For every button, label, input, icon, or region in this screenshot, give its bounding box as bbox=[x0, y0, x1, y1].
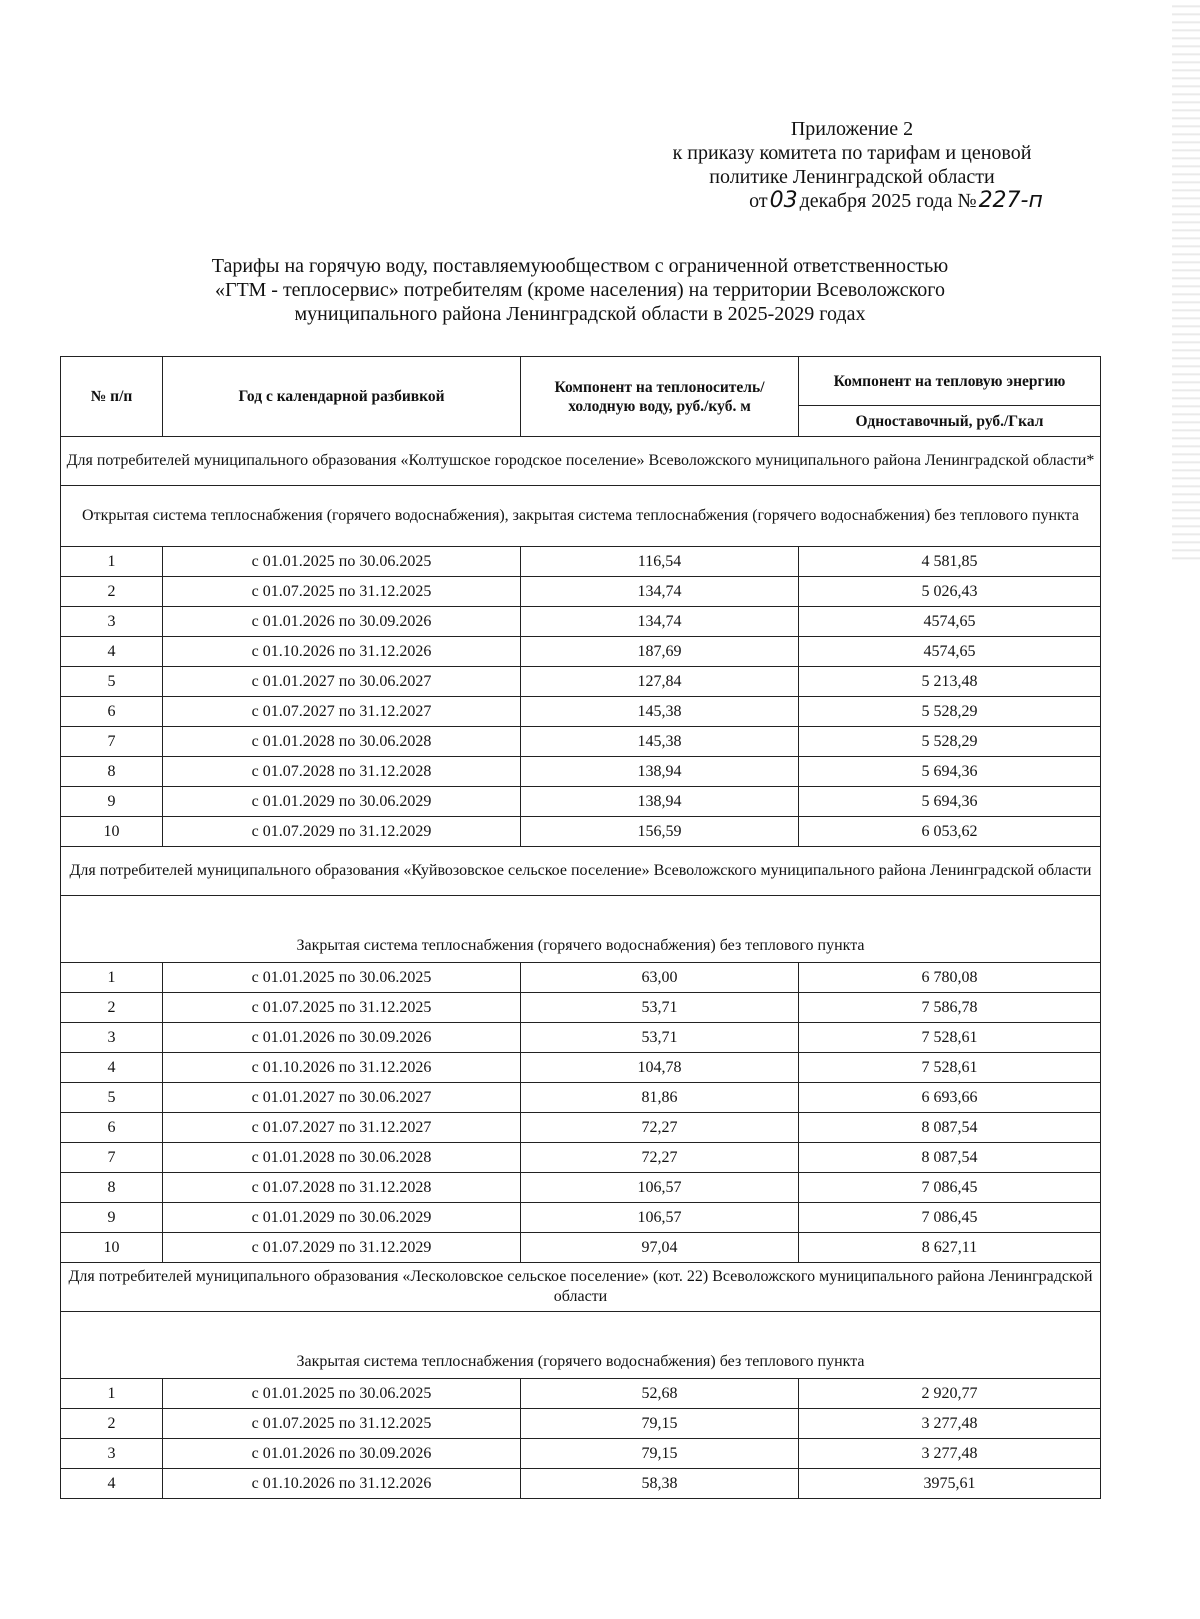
system-description: Закрытая система теплоснабжения (горячего водоснабжения) без теплового пункта bbox=[61, 1312, 1101, 1379]
system-description: Открытая система теплоснабжения (горячего водоснабжения), закрытая система теплоснабжения (горячего водоснабжения) без теплового пункта bbox=[61, 486, 1101, 547]
header-period: Год с календарной разбивкой bbox=[163, 357, 521, 437]
table-row bbox=[61, 1173, 1101, 1203]
row-heat-value: 4574,65 bbox=[799, 637, 1101, 667]
header-heat: Компонент на тепловую энергию bbox=[799, 357, 1101, 406]
document-title bbox=[60, 254, 1100, 326]
row-heat-value: 5 694,36 bbox=[799, 757, 1101, 787]
row-heat-value: 7 528,61 bbox=[799, 1053, 1101, 1083]
row-carrier-value: 106,57 bbox=[521, 1203, 799, 1233]
row-heat-value: 3 277,48 bbox=[799, 1439, 1101, 1469]
row-carrier-value: 138,94 bbox=[521, 757, 799, 787]
row-number: 5 bbox=[61, 1083, 163, 1113]
row-heat-value: 5 694,36 bbox=[799, 787, 1101, 817]
table-row bbox=[61, 547, 1101, 577]
row-carrier-value: 81,86 bbox=[521, 1083, 799, 1113]
table-row bbox=[61, 1143, 1101, 1173]
table-row bbox=[61, 787, 1101, 817]
row-carrier-value: 127,84 bbox=[521, 667, 799, 697]
row-number: 4 bbox=[61, 1469, 163, 1499]
row-carrier-value: 145,38 bbox=[521, 697, 799, 727]
row-heat-value: 6 693,66 bbox=[799, 1083, 1101, 1113]
table-row bbox=[61, 577, 1101, 607]
row-period: с 01.01.2025 по 30.06.2025 bbox=[163, 547, 521, 577]
row-number: 10 bbox=[61, 817, 163, 847]
row-number: 7 bbox=[61, 727, 163, 757]
row-number: 10 bbox=[61, 1233, 163, 1263]
consumer-description: Для потребителей муниципального образования «Куйвозовское сельское поселение» Всеволожского муниципального района Ленинградской области bbox=[61, 847, 1101, 896]
system-row bbox=[61, 896, 1101, 963]
row-carrier-value: 104,78 bbox=[521, 1053, 799, 1083]
row-heat-value: 6 780,08 bbox=[799, 963, 1101, 993]
system-row bbox=[61, 1312, 1101, 1379]
row-number: 9 bbox=[61, 787, 163, 817]
row-number: 1 bbox=[61, 1379, 163, 1409]
table-row bbox=[61, 1233, 1101, 1263]
appendix-block bbox=[592, 117, 1112, 213]
row-number: 8 bbox=[61, 757, 163, 787]
row-heat-value: 7 086,45 bbox=[799, 1173, 1101, 1203]
row-heat-value: 7 586,78 bbox=[799, 993, 1101, 1023]
consumer-description: Для потребителей муниципального образования «Лесколовское сельское поселение» (кот. 22) Всеволожского муниципального района Ленинградской области bbox=[61, 1263, 1101, 1312]
row-period: с 01.01.2028 по 30.06.2028 bbox=[163, 727, 521, 757]
row-period: с 01.07.2027 по 31.12.2027 bbox=[163, 1113, 521, 1143]
row-number: 1 bbox=[61, 963, 163, 993]
row-period: с 01.01.2029 по 30.06.2029 bbox=[163, 1203, 521, 1233]
row-period: с 01.01.2026 по 30.09.2026 bbox=[163, 607, 521, 637]
row-carrier-value: 134,74 bbox=[521, 577, 799, 607]
row-heat-value: 5 528,29 bbox=[799, 697, 1101, 727]
row-period: с 01.10.2026 по 31.12.2026 bbox=[163, 1053, 521, 1083]
row-period: с 01.07.2029 по 31.12.2029 bbox=[163, 1233, 521, 1263]
table-row bbox=[61, 1203, 1101, 1233]
header-carrier: Компонент на теплоноситель/ холодную воду, руб./куб. м bbox=[521, 357, 799, 437]
scan-edge-noise bbox=[1172, 0, 1200, 560]
table-row bbox=[61, 1113, 1101, 1143]
header-heat-sub: Одноставочный, руб./Гкал bbox=[799, 406, 1101, 437]
row-period: с 01.01.2027 по 30.06.2027 bbox=[163, 667, 521, 697]
row-heat-value: 7 086,45 bbox=[799, 1203, 1101, 1233]
handwritten-order-number: 227-п bbox=[978, 188, 1043, 213]
table-body bbox=[61, 437, 1101, 1499]
appendix-date-line bbox=[592, 189, 1112, 213]
row-number: 9 bbox=[61, 1203, 163, 1233]
appendix-title: Приложение 2 bbox=[790, 118, 914, 140]
row-heat-value: 8 627,11 bbox=[799, 1233, 1101, 1263]
row-period: с 01.01.2025 по 30.06.2025 bbox=[163, 1379, 521, 1409]
table-row bbox=[61, 1469, 1101, 1499]
row-carrier-value: 52,68 bbox=[521, 1379, 799, 1409]
row-heat-value: 4 581,85 bbox=[799, 547, 1101, 577]
row-period: с 01.10.2026 по 31.12.2026 bbox=[163, 1469, 521, 1499]
date-prefix: от bbox=[749, 190, 768, 212]
row-number: 8 bbox=[61, 1173, 163, 1203]
system-row bbox=[61, 486, 1101, 547]
row-number: 3 bbox=[61, 1023, 163, 1053]
row-carrier-value: 79,15 bbox=[521, 1439, 799, 1469]
table-row bbox=[61, 757, 1101, 787]
consumer-row bbox=[61, 437, 1101, 486]
row-carrier-value: 145,38 bbox=[521, 727, 799, 757]
row-number: 2 bbox=[61, 577, 163, 607]
row-period: с 01.07.2027 по 31.12.2027 bbox=[163, 697, 521, 727]
consumer-row bbox=[61, 847, 1101, 896]
system-description: Закрытая система теплоснабжения (горячего водоснабжения) без теплового пункта bbox=[61, 896, 1101, 963]
row-heat-value: 8 087,54 bbox=[799, 1143, 1101, 1173]
row-period: с 01.07.2025 по 31.12.2025 bbox=[163, 993, 521, 1023]
table-row bbox=[61, 963, 1101, 993]
row-carrier-value: 53,71 bbox=[521, 1023, 799, 1053]
consumer-description: Для потребителей муниципального образования «Колтушское городское поселение» Всеволожского муниципального района Ленинградской области* bbox=[61, 437, 1101, 486]
row-number: 5 bbox=[61, 667, 163, 697]
row-carrier-value: 72,27 bbox=[521, 1113, 799, 1143]
row-carrier-value: 72,27 bbox=[521, 1143, 799, 1173]
row-carrier-value: 187,69 bbox=[521, 637, 799, 667]
handwritten-day: 03 bbox=[769, 188, 798, 213]
table-row bbox=[61, 817, 1101, 847]
table-row bbox=[61, 667, 1101, 697]
row-heat-value: 5 528,29 bbox=[799, 727, 1101, 757]
row-period: с 01.01.2027 по 30.06.2027 bbox=[163, 1083, 521, 1113]
table-row bbox=[61, 1439, 1101, 1469]
table-row bbox=[61, 993, 1101, 1023]
row-period: с 01.07.2028 по 31.12.2028 bbox=[163, 1173, 521, 1203]
table-row bbox=[61, 1379, 1101, 1409]
row-carrier-value: 97,04 bbox=[521, 1233, 799, 1263]
row-number: 2 bbox=[61, 993, 163, 1023]
appendix-order-ref: к приказу комитета по тарифам и ценовой bbox=[672, 142, 1032, 164]
table-row bbox=[61, 1083, 1101, 1113]
row-carrier-value: 79,15 bbox=[521, 1409, 799, 1439]
title-line-1: Тарифы на горячую воду, поставляемуюобществом с ограниченной ответственностью bbox=[211, 255, 949, 277]
row-number: 2 bbox=[61, 1409, 163, 1439]
table-row bbox=[61, 1409, 1101, 1439]
row-period: с 01.01.2025 по 30.06.2025 bbox=[163, 963, 521, 993]
row-number: 1 bbox=[61, 547, 163, 577]
row-number: 4 bbox=[61, 1053, 163, 1083]
row-carrier-value: 156,59 bbox=[521, 817, 799, 847]
row-period: с 01.01.2028 по 30.06.2028 bbox=[163, 1143, 521, 1173]
row-heat-value: 4574,65 bbox=[799, 607, 1101, 637]
appendix-committee: политике Ленинградской области bbox=[709, 166, 995, 188]
row-period: с 01.07.2025 по 31.12.2025 bbox=[163, 1409, 521, 1439]
row-heat-value: 3 277,48 bbox=[799, 1409, 1101, 1439]
row-number: 6 bbox=[61, 697, 163, 727]
row-period: с 01.07.2028 по 31.12.2028 bbox=[163, 757, 521, 787]
row-heat-value: 5 026,43 bbox=[799, 577, 1101, 607]
row-carrier-value: 138,94 bbox=[521, 787, 799, 817]
row-period: с 01.01.2026 по 30.09.2026 bbox=[163, 1439, 521, 1469]
row-carrier-value: 53,71 bbox=[521, 993, 799, 1023]
consumer-row bbox=[61, 1263, 1101, 1312]
row-carrier-value: 134,74 bbox=[521, 607, 799, 637]
row-number: 4 bbox=[61, 637, 163, 667]
row-period: с 01.01.2026 по 30.09.2026 bbox=[163, 1023, 521, 1053]
row-carrier-value: 116,54 bbox=[521, 547, 799, 577]
row-heat-value: 7 528,61 bbox=[799, 1023, 1101, 1053]
table-row bbox=[61, 637, 1101, 667]
row-heat-value: 3975,61 bbox=[799, 1469, 1101, 1499]
row-heat-value: 8 087,54 bbox=[799, 1113, 1101, 1143]
row-period: с 01.07.2029 по 31.12.2029 bbox=[163, 817, 521, 847]
row-carrier-value: 63,00 bbox=[521, 963, 799, 993]
row-number: 7 bbox=[61, 1143, 163, 1173]
table-row bbox=[61, 727, 1101, 757]
table-row bbox=[61, 697, 1101, 727]
header-num: № п/п bbox=[61, 357, 163, 437]
row-period: с 01.07.2025 по 31.12.2025 bbox=[163, 577, 521, 607]
table-row bbox=[61, 607, 1101, 637]
row-heat-value: 2 920,77 bbox=[799, 1379, 1101, 1409]
row-number: 3 bbox=[61, 607, 163, 637]
row-period: с 01.10.2026 по 31.12.2026 bbox=[163, 637, 521, 667]
row-heat-value: 6 053,62 bbox=[799, 817, 1101, 847]
date-rest: декабря 2025 года № bbox=[799, 190, 977, 212]
row-carrier-value: 58,38 bbox=[521, 1469, 799, 1499]
title-line-3: муниципального района Ленинградской области в 2025-2029 годах bbox=[294, 303, 866, 325]
row-period: с 01.01.2029 по 30.06.2029 bbox=[163, 787, 521, 817]
row-carrier-value: 106,57 bbox=[521, 1173, 799, 1203]
row-number: 3 bbox=[61, 1439, 163, 1469]
table-row bbox=[61, 1053, 1101, 1083]
row-number: 6 bbox=[61, 1113, 163, 1143]
title-line-2: «ГТМ - теплосервис» потребителям (кроме населения) на территории Всеволожского bbox=[214, 279, 946, 301]
row-heat-value: 5 213,48 bbox=[799, 667, 1101, 697]
table-row bbox=[61, 1023, 1101, 1053]
header-row bbox=[61, 357, 1101, 406]
tariff-table bbox=[60, 356, 1101, 1499]
